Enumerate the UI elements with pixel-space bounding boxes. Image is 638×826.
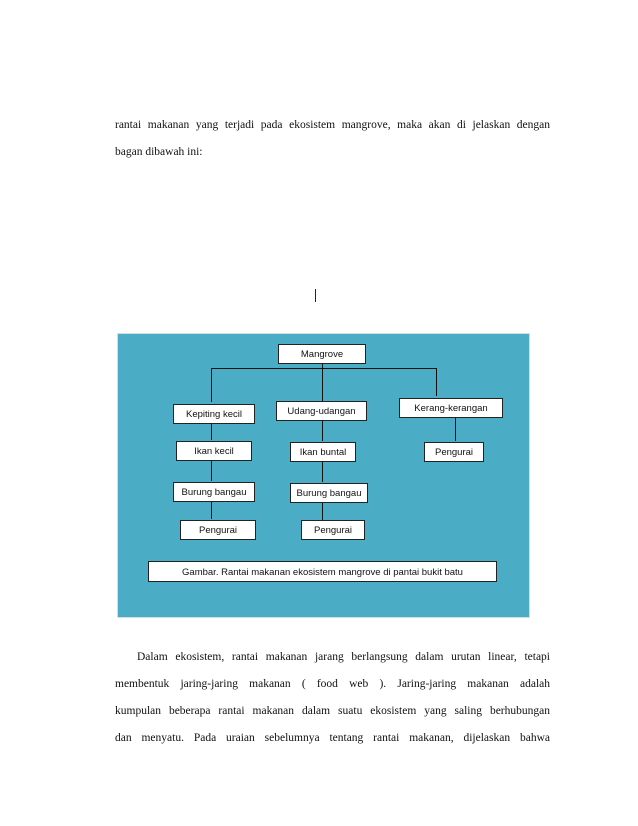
node-ikan-kecil: Ikan kecil	[176, 441, 252, 461]
text-line: rantai makanan yang terjadi pada ekosistem mangrove, maka akan di jelaskan dengan	[115, 119, 550, 131]
node-pengurai-1: Pengurai	[180, 520, 256, 540]
node-udang-udangan: Udang-udangan	[276, 401, 367, 421]
node-pengurai-2: Pengurai	[301, 520, 365, 540]
node-kepiting-kecil: Kepiting kecil	[173, 404, 255, 424]
connector	[211, 368, 436, 369]
node-ikan-buntal: Ikan buntal	[290, 442, 356, 462]
node-mangrove: Mangrove	[278, 344, 366, 364]
food-chain-diagram	[117, 333, 530, 618]
connector	[436, 368, 437, 396]
text-line: membentuk jaring-jaring makanan ( food web ). Jaring-jaring makanan adalah	[115, 678, 550, 690]
connector	[211, 502, 212, 519]
connector	[211, 461, 212, 481]
text-line: dan menyatu. Pada uraian sebelumnya tentang rantai makanan, dijelaskan bahwa	[115, 732, 550, 744]
connector	[322, 503, 323, 520]
body-paragraph	[115, 644, 550, 752]
figure-caption: Gambar. Rantai makanan ekosistem mangrove di pantai bukit batu	[148, 561, 497, 582]
connector	[322, 368, 323, 401]
node-pengurai-3: Pengurai	[424, 442, 484, 462]
text-line: kumpulan beberapa rantai makanan dalam suatu ekosistem yang saling berhubungan	[115, 705, 550, 717]
connector	[455, 418, 456, 441]
node-kerang-kerangan: Kerang-kerangan	[399, 398, 503, 418]
intro-paragraph	[115, 112, 550, 166]
connector	[211, 368, 212, 402]
text-cursor	[315, 289, 316, 302]
node-burung-bangau-1: Burung bangau	[173, 482, 255, 502]
node-burung-bangau-2: Burung bangau	[290, 483, 368, 503]
connector	[322, 462, 323, 482]
text-line: Dalam ekosistem, rantai makanan jarang berlangsung dalam urutan linear, tetapi	[137, 651, 550, 663]
text-line: bagan dibawah ini:	[115, 146, 203, 158]
connector	[211, 424, 212, 440]
connector	[322, 421, 323, 441]
